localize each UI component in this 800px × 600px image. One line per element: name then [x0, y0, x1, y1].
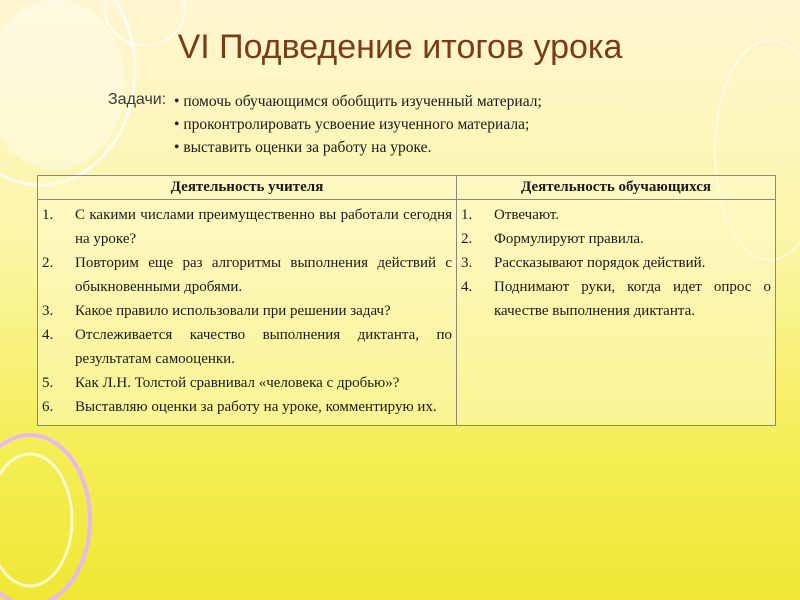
teacher-item: 4. Отслеживается качество выполнения диктанта, по результатам самооценки.	[42, 327, 452, 367]
student-item: 1. Отвечают.	[461, 207, 560, 223]
teacher-item: 2. Повторим еще раз алгоритмы выполнения действий с обыкновенными дробями.	[42, 255, 452, 295]
teacher-item: 3. Какое правило использовали при решении задач?	[42, 303, 391, 319]
teacher-item: 6. Выставляю оценки за работу на уроке, комментирую их.	[42, 399, 437, 415]
task-item: • помочь обучающимся обобщить изученный материал;	[174, 90, 542, 113]
task-item: • проконтролировать усвоение изученного материала;	[174, 113, 542, 136]
teacher-item: 1. С какими числами преимущественно вы работали сегодня на уроке?	[42, 207, 452, 247]
student-item: 2. Формулируют правила.	[461, 231, 644, 247]
tasks-label: Задачи:	[108, 91, 167, 108]
activity-table	[37, 175, 776, 426]
table-row	[38, 200, 776, 426]
page-title: VI Подведение итогов урока	[177, 28, 623, 66]
task-item: • выставить оценки за работу на уроке.	[174, 136, 542, 159]
tasks-list	[174, 90, 542, 159]
teacher-item: 5. Как Л.Н. Толстой сравнивал «человека с дробью»?	[42, 375, 400, 391]
table-header-row	[38, 176, 776, 200]
student-item: 3. Рассказывают порядок действий.	[461, 255, 706, 271]
students-cell	[457, 200, 776, 426]
header-teacher: Деятельность учителя	[38, 176, 457, 200]
student-item: 4. Поднимают руки, когда идет опрос о качестве выполнения диктанта.	[461, 279, 771, 319]
header-students: Деятельность обучающихся	[457, 176, 776, 200]
teacher-cell	[38, 200, 457, 426]
